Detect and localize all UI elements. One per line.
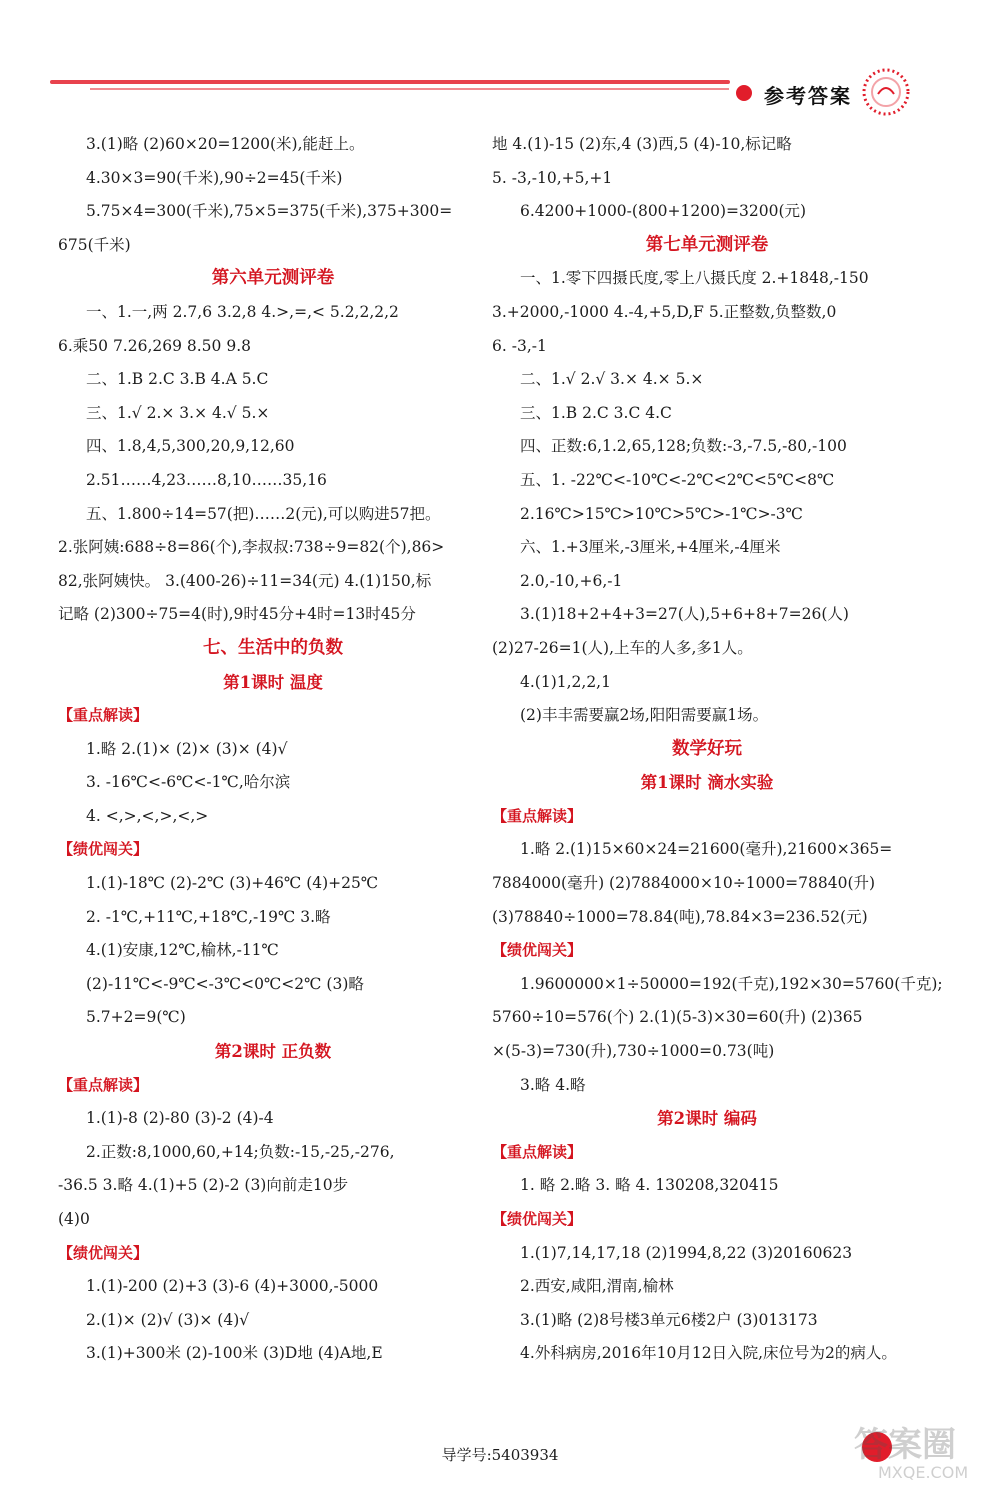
answer-line: 2.张阿姨:688÷8=86(个),李叔叔:738÷9=82(个),86>	[58, 538, 445, 557]
subsection-tag: 【绩优闯关】	[492, 941, 583, 960]
section-title: 七、生活中的负数	[203, 637, 343, 658]
answer-line: 2.正数:8,1000,60,+14;负数:-15,-25,-276,	[86, 1142, 395, 1161]
answer-line: 地 4.(1)-15 (2)东,4 (3)西,5 (4)-10,标记略	[492, 135, 792, 153]
answer-line: 5.75×4=300(千米),75×5=375(千米),375+300=	[86, 202, 453, 221]
answer-line: 2.西安,咸阳,渭南,榆林	[520, 1277, 674, 1296]
answer-line: 2.16℃>15℃>10℃>5℃>-1℃>-3℃	[520, 504, 803, 523]
answer-line: 一、1.一,两 2.7,6 3.2,8 4.>,=,< 5.2,2,2,2	[86, 302, 399, 321]
answer-line: 2.(1)× (2)√ (3)× (4)√	[86, 1310, 250, 1329]
subsection-tag: 【重点解读】	[58, 706, 149, 725]
answer-line: 5760÷10=576(个) 2.(1)(5-3)×30=60(升) (2)365	[492, 1008, 863, 1027]
answer-line: 1.9600000×1÷50000=192(千克),192×30=5760(千克);	[520, 974, 943, 993]
answer-line: 3. -16℃<-6℃<-1℃,哈尔滨	[86, 773, 291, 792]
answer-line: 6.乘50 7.26,269 8.50 9.8	[58, 336, 251, 355]
answer-line: 2.0,-10,+6,-1	[520, 571, 623, 590]
answer-line: 2. -1℃,+11℃,+18℃,-19℃ 3.略	[86, 907, 331, 926]
answer-line: 4.(1)安康,12℃,榆林,-11℃	[86, 941, 279, 960]
answer-line: 3.略 4.略	[520, 1075, 586, 1094]
answer-line: 1.(1)7,14,17,18 (2)1994,8,22 (3)20160623	[520, 1243, 853, 1262]
answer-line: 675(千米)	[58, 235, 131, 254]
subsection-tag: 【重点解读】	[492, 1142, 583, 1161]
subsection-tag: 【重点解读】	[492, 806, 583, 825]
answer-line: 1.(1)-18℃ (2)-2℃ (3)+46℃ (4)+25℃	[86, 874, 379, 893]
answer-line: 6. -3,-1	[492, 336, 547, 355]
answer-line: (2)27-26=1(人),上车的人多,多1人。	[492, 638, 753, 657]
answer-line: (4)0	[58, 1210, 90, 1228]
answer-line: 2.51……4,23……8,10……35,16	[86, 470, 327, 489]
answer-line: 3.(1)略 (2)60×20=1200(米),能赶上。	[86, 135, 365, 153]
answer-line: 1. 略 2.略 3. 略 4. 130208,320415	[520, 1176, 779, 1195]
answer-line: 4.(1)1,2,2,1	[520, 672, 611, 691]
answer-line: 82,张阿姨快。 3.(400-26)÷11=34(元) 4.(1)150,标	[58, 571, 432, 590]
lesson-title: 第2课时 编码	[657, 1109, 757, 1129]
guide-code: 导学号:5403934	[441, 1446, 559, 1464]
answer-line: 3.+2000,-1000 4.-4,+5,D,F 5.正整数,负整数,0	[492, 302, 837, 321]
header-rule	[50, 80, 730, 94]
watermark-text: 答案圈	[854, 1425, 956, 1465]
page-header-title: 参考答案	[764, 84, 852, 108]
answer-line: 三、1.√ 2.× 3.× 4.√ 5.×	[86, 403, 270, 422]
answer-line: 二、1.B 2.C 3.B 4.A 5.C	[86, 370, 269, 389]
answer-line: 3.(1)18+2+4+3=27(人),5+6+8+7=26(人)	[520, 605, 849, 624]
answer-line: 3.(1)略 (2)8号楼3单元6楼2户 (3)013173	[520, 1310, 818, 1329]
section-title: 第六单元测评卷	[211, 268, 335, 289]
subsection-tag: 【绩优闯关】	[492, 1210, 583, 1228]
answer-line: 四、正数:6,1.2,65,128;负数:-3,-7.5,-80,-100	[520, 437, 847, 456]
answer-line: 4. <,>,<,>,<,>	[86, 806, 209, 825]
answer-line: 5.7+2=9(℃)	[86, 1008, 186, 1027]
answer-line: 记略 (2)300÷75=4(时),9时45分+4时=13时45分	[58, 605, 416, 624]
answer-line: 二、1.√ 2.√ 3.× 4.× 5.×	[520, 370, 704, 389]
watermark-url: MXQE.COM	[878, 1463, 969, 1482]
section-title: 数学好玩	[672, 738, 742, 759]
bullet-icon	[736, 85, 752, 101]
subsection-tag: 【绩优闯关】	[58, 1243, 149, 1262]
answer-line: 5. -3,-10,+5,+1	[492, 168, 613, 187]
answer-line: 1.(1)-200 (2)+3 (3)-6 (4)+3000,-5000	[86, 1277, 379, 1296]
answer-line: (3)78840÷1000=78.84(吨),78.84×3=236.52(元)	[492, 907, 868, 926]
lesson-title: 第2课时 正负数	[214, 1042, 332, 1062]
answer-line: (2)-11℃<-9℃<-3℃<0℃<2℃ (3)略	[86, 974, 364, 993]
answer-line: 1.略 2.(1)× (2)× (3)× (4)√	[86, 739, 288, 758]
right-column	[492, 128, 943, 1371]
answer-line: 五、1. -22℃<-10℃<-2℃<2℃<5℃<8℃	[520, 470, 835, 489]
subsection-tag: 【重点解读】	[58, 1075, 149, 1094]
answer-line: -36.5 3.略 4.(1)+5 (2)-2 (3)向前走10步	[58, 1176, 349, 1195]
answer-line: 三、1.B 2.C 3.C 4.C	[520, 403, 672, 422]
answer-line: 六、1.+3厘米,-3厘米,+4厘米,-4厘米	[520, 538, 781, 557]
watermark-logo	[850, 1420, 990, 1484]
left-column	[58, 128, 488, 1371]
answer-line: ×(5-3)=730(升),730÷1000=0.73(吨)	[492, 1042, 775, 1061]
answer-line: 1.(1)-8 (2)-80 (3)-2 (4)-4	[86, 1109, 274, 1128]
answer-line: 4.30×3=90(千米),90÷2=45(千米)	[86, 168, 343, 187]
answer-line: 4.外科病房,2016年10月12日入院,床位号为2的病人。	[520, 1344, 897, 1363]
section-title: 第七单元测评卷	[645, 234, 769, 255]
answer-line: 6.4200+1000-(800+1200)=3200(元)	[520, 202, 807, 221]
decorative-badge-icon	[858, 64, 914, 120]
answer-line: 五、1.800÷14=57(把)……2(元),可以购进57把。	[86, 504, 441, 523]
answer-line: (2)丰丰需要赢2场,阳阳需要赢1场。	[520, 706, 769, 725]
answer-line: 3.(1)+300米 (2)-100米 (3)D地 (4)A地,E	[86, 1344, 383, 1363]
answer-line: 四、1.8,4,5,300,20,9,12,60	[86, 437, 295, 456]
subsection-tag: 【绩优闯关】	[58, 840, 149, 859]
answer-line: 1.略 2.(1)15×60×24=21600(毫升),21600×365=	[520, 840, 893, 859]
answer-line: 7884000(毫升) (2)7884000×10÷1000=78840(升)	[492, 874, 876, 893]
lesson-title: 第1课时 滴水实验	[640, 773, 774, 793]
answer-line: 一、1.零下四摄氏度,零上八摄氏度 2.+1848,-150	[520, 269, 869, 288]
lesson-title: 第1课时 温度	[223, 672, 323, 692]
